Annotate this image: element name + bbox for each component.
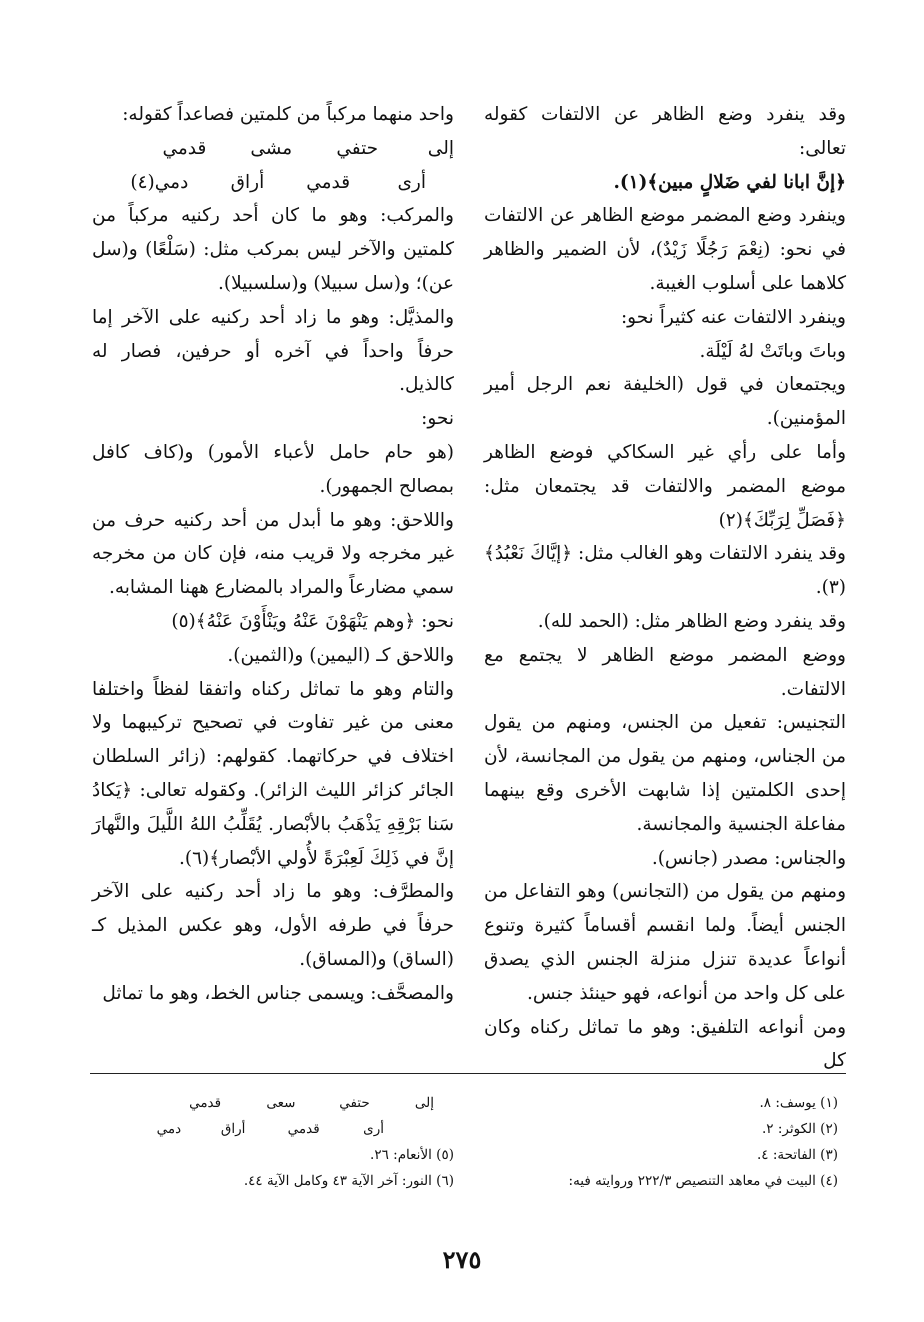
paragraph: نحو: ﴿وهم يَنْهَوْنَ عَنْهُ ويَنْأَوْنَ عَنْهُ﴾(٥) [171, 610, 454, 632]
footnote: (٥) الأنعام: ٢٦. [370, 1147, 454, 1163]
paragraph: وباتَ وباتَتْ لهُ لَيْلَة. [699, 340, 846, 362]
paragraph: ويجتمعان في قول (الخليفة نعم الرجل أمير المؤمنين). [484, 374, 846, 430]
footnote-poem-line-2 [74, 1116, 454, 1142]
paragraph: والمذيَّل: وهو ما زاد أحد ركنيه على الآخر إما حرفاً واحداً في آخره أو حرفين، فصار له كالذيل. [92, 306, 454, 396]
poem-word: دمي [156, 1121, 182, 1137]
paragraph: وينفرد الالتفات عنه كثيراً نحو: [620, 306, 846, 328]
paragraph: والتام وهو ما تماثل ركناه واتفقا لفظاً واختلفا معنى من غير تفاوت في تصحيح تركيبهما ولا اختلاف في حركاتهما. كقولهم: (زائر السلطان الجائر كزائر الليث الزائر). وكقوله تعالى: ﴿يَكادُ سَنا بَرْقِهِ يَذْهَبُ بالأبْصار. يُقَلِّبُ اللهُ اللَّيلَ والنَّهارَ إنَّ في ذَلِكَ لَعِبْرَةً لأُولي الأبْصار﴾(٦). [92, 678, 454, 869]
poem-word: دمي(٤) [130, 171, 189, 193]
paragraph: نحو: [421, 408, 454, 430]
poem-word: قدمي [189, 1095, 222, 1111]
footnote: (٣) الفاتحة: ٤. [756, 1147, 838, 1163]
paragraph: واحد منهما مركباً من كلمتين فصاعداً كقوله: [122, 104, 454, 125]
paragraph: واللاحق كـ (اليمين) و(الثمين). [227, 644, 454, 666]
quran-verse: ﴿إنَّ ابانا لفي ضَلالٍ مبين﴾(١). [613, 171, 846, 193]
paragraph: والمصحَّف: ويسمى جناس الخط، وهو ما تماثل [102, 982, 454, 1004]
footnote: (٦) النور: آخر الآية ٤٣ وكامل الآية ٤٤. [243, 1173, 454, 1189]
poem-word: قدمي [287, 1121, 320, 1137]
poem-word: قدمي [306, 171, 351, 193]
poem-word: سعى [266, 1095, 296, 1111]
poem-word: أرى [363, 1121, 384, 1137]
paragraph: وقد ينفرد وضع الظاهر مثل: (الحمد لله). [537, 610, 846, 632]
poem-word: قدمي [162, 137, 207, 159]
poem-word: إلى [427, 137, 454, 159]
footnote-poem-line-1 [74, 1090, 454, 1116]
paragraph: والمركب: وهو ما كان أحد ركنيه مركباً من كلمتين والآخر ليس بمركب مثل: (سَلْعًا) و(سل عن)؛ و(سل سبيلا) و(سلسبيلا). [92, 205, 454, 294]
paragraph: وينفرد وضع المضمر موضع الظاهر عن الالتفات في نحو: (نِعْمَ رَجُلًا زَيْدٌ)، لأن الضمير والظاهر كلاهما على أسلوب الغيبة. [484, 205, 846, 294]
poem-line-2 [92, 166, 454, 200]
poem-line-1 [92, 132, 454, 166]
right-column [484, 98, 846, 1078]
poem-word: حتفي [336, 137, 379, 159]
poem-word: أراق [220, 1121, 246, 1137]
footnote-separator [90, 1073, 846, 1074]
paragraph: (هو حام حامل لأعباء الأمور) و(كاف كافل بمصالح الجمهور). [92, 441, 454, 497]
paragraph: ومن أنواعه التلفيق: وهو ما تماثل ركناه وكان كل [484, 1016, 846, 1072]
footnote: (٢) الكوثر: ٢. [761, 1121, 838, 1137]
poem-word: أراق [230, 171, 265, 193]
poem-word: أرى [397, 171, 426, 193]
page-number: ٢٧٥ [442, 1245, 482, 1274]
footnote: (١) يوسف: ٨. [759, 1095, 838, 1111]
paragraph: والمطرَّف: وهو ما زاد أحد ركنيه على الآخر حرفاً في طرفه الأول، وهو عكس المذيل كـ (الساق) و(المساق). [92, 881, 454, 970]
paragraph: واللاحق: وهو ما أبدل من أحد ركنيه حرف من غير مخرجه ولا قريب منه، فإن كان من مخرجه سمي مضارعاً والمراد بالمضارع ههنا المشابه. [92, 509, 454, 599]
footnote: (٤) البيت في معاهد التنصيص ٢٢٢/٣ وروايته فيه: [568, 1173, 838, 1189]
footnotes-right [458, 1090, 838, 1194]
paragraph: والجناس: مصدر (جانس). [651, 847, 846, 869]
paragraph: التجنيس: تفعيل من الجنس، ومنهم من يقول من الجناس، ومنهم من يقول من المجانسة، لأن إحدى الكلمتين إذا شابهت الأخرى وقع بينهما مفاعلة الجنسية والمجانسة. [484, 712, 846, 835]
paragraph: وقد ينفرد وضع الظاهر عن الالتفات كقوله تعالى: [484, 104, 846, 159]
poem-word: مشى [250, 137, 293, 159]
poem-word: حتفي [339, 1095, 370, 1111]
left-column [92, 98, 454, 1011]
poem-verse [92, 132, 454, 200]
paragraph: ومنهم من يقول من (التجانس) وهو التفاعل من الجنس أيضاً. ولما انقسم أقساماً كثيرة وتنوع أنواعاً عديدة تنزل منزلة الجنس الذي يصدق على كل واحد من أنواعه، فهو حينئذ جنس. [484, 881, 846, 1004]
poem-word: إلى [414, 1095, 434, 1111]
paragraph: وقد ينفرد الالتفات وهو الغالب مثل: ﴿إيَّاكَ نَعْبُدُ﴾(٣). [484, 543, 846, 599]
paragraph: ووضع المضمر موضع الظاهر لا يجتمع مع الالتفات. [484, 644, 846, 700]
paragraph: وأما على رأي غير السكاكي فوضع الظاهر موضع المضمر والالتفات قد يجتمعان مثل: ﴿فَصَلِّ لِرَبِّكَ﴾(٢) [484, 441, 846, 531]
footnotes-left [74, 1090, 454, 1194]
